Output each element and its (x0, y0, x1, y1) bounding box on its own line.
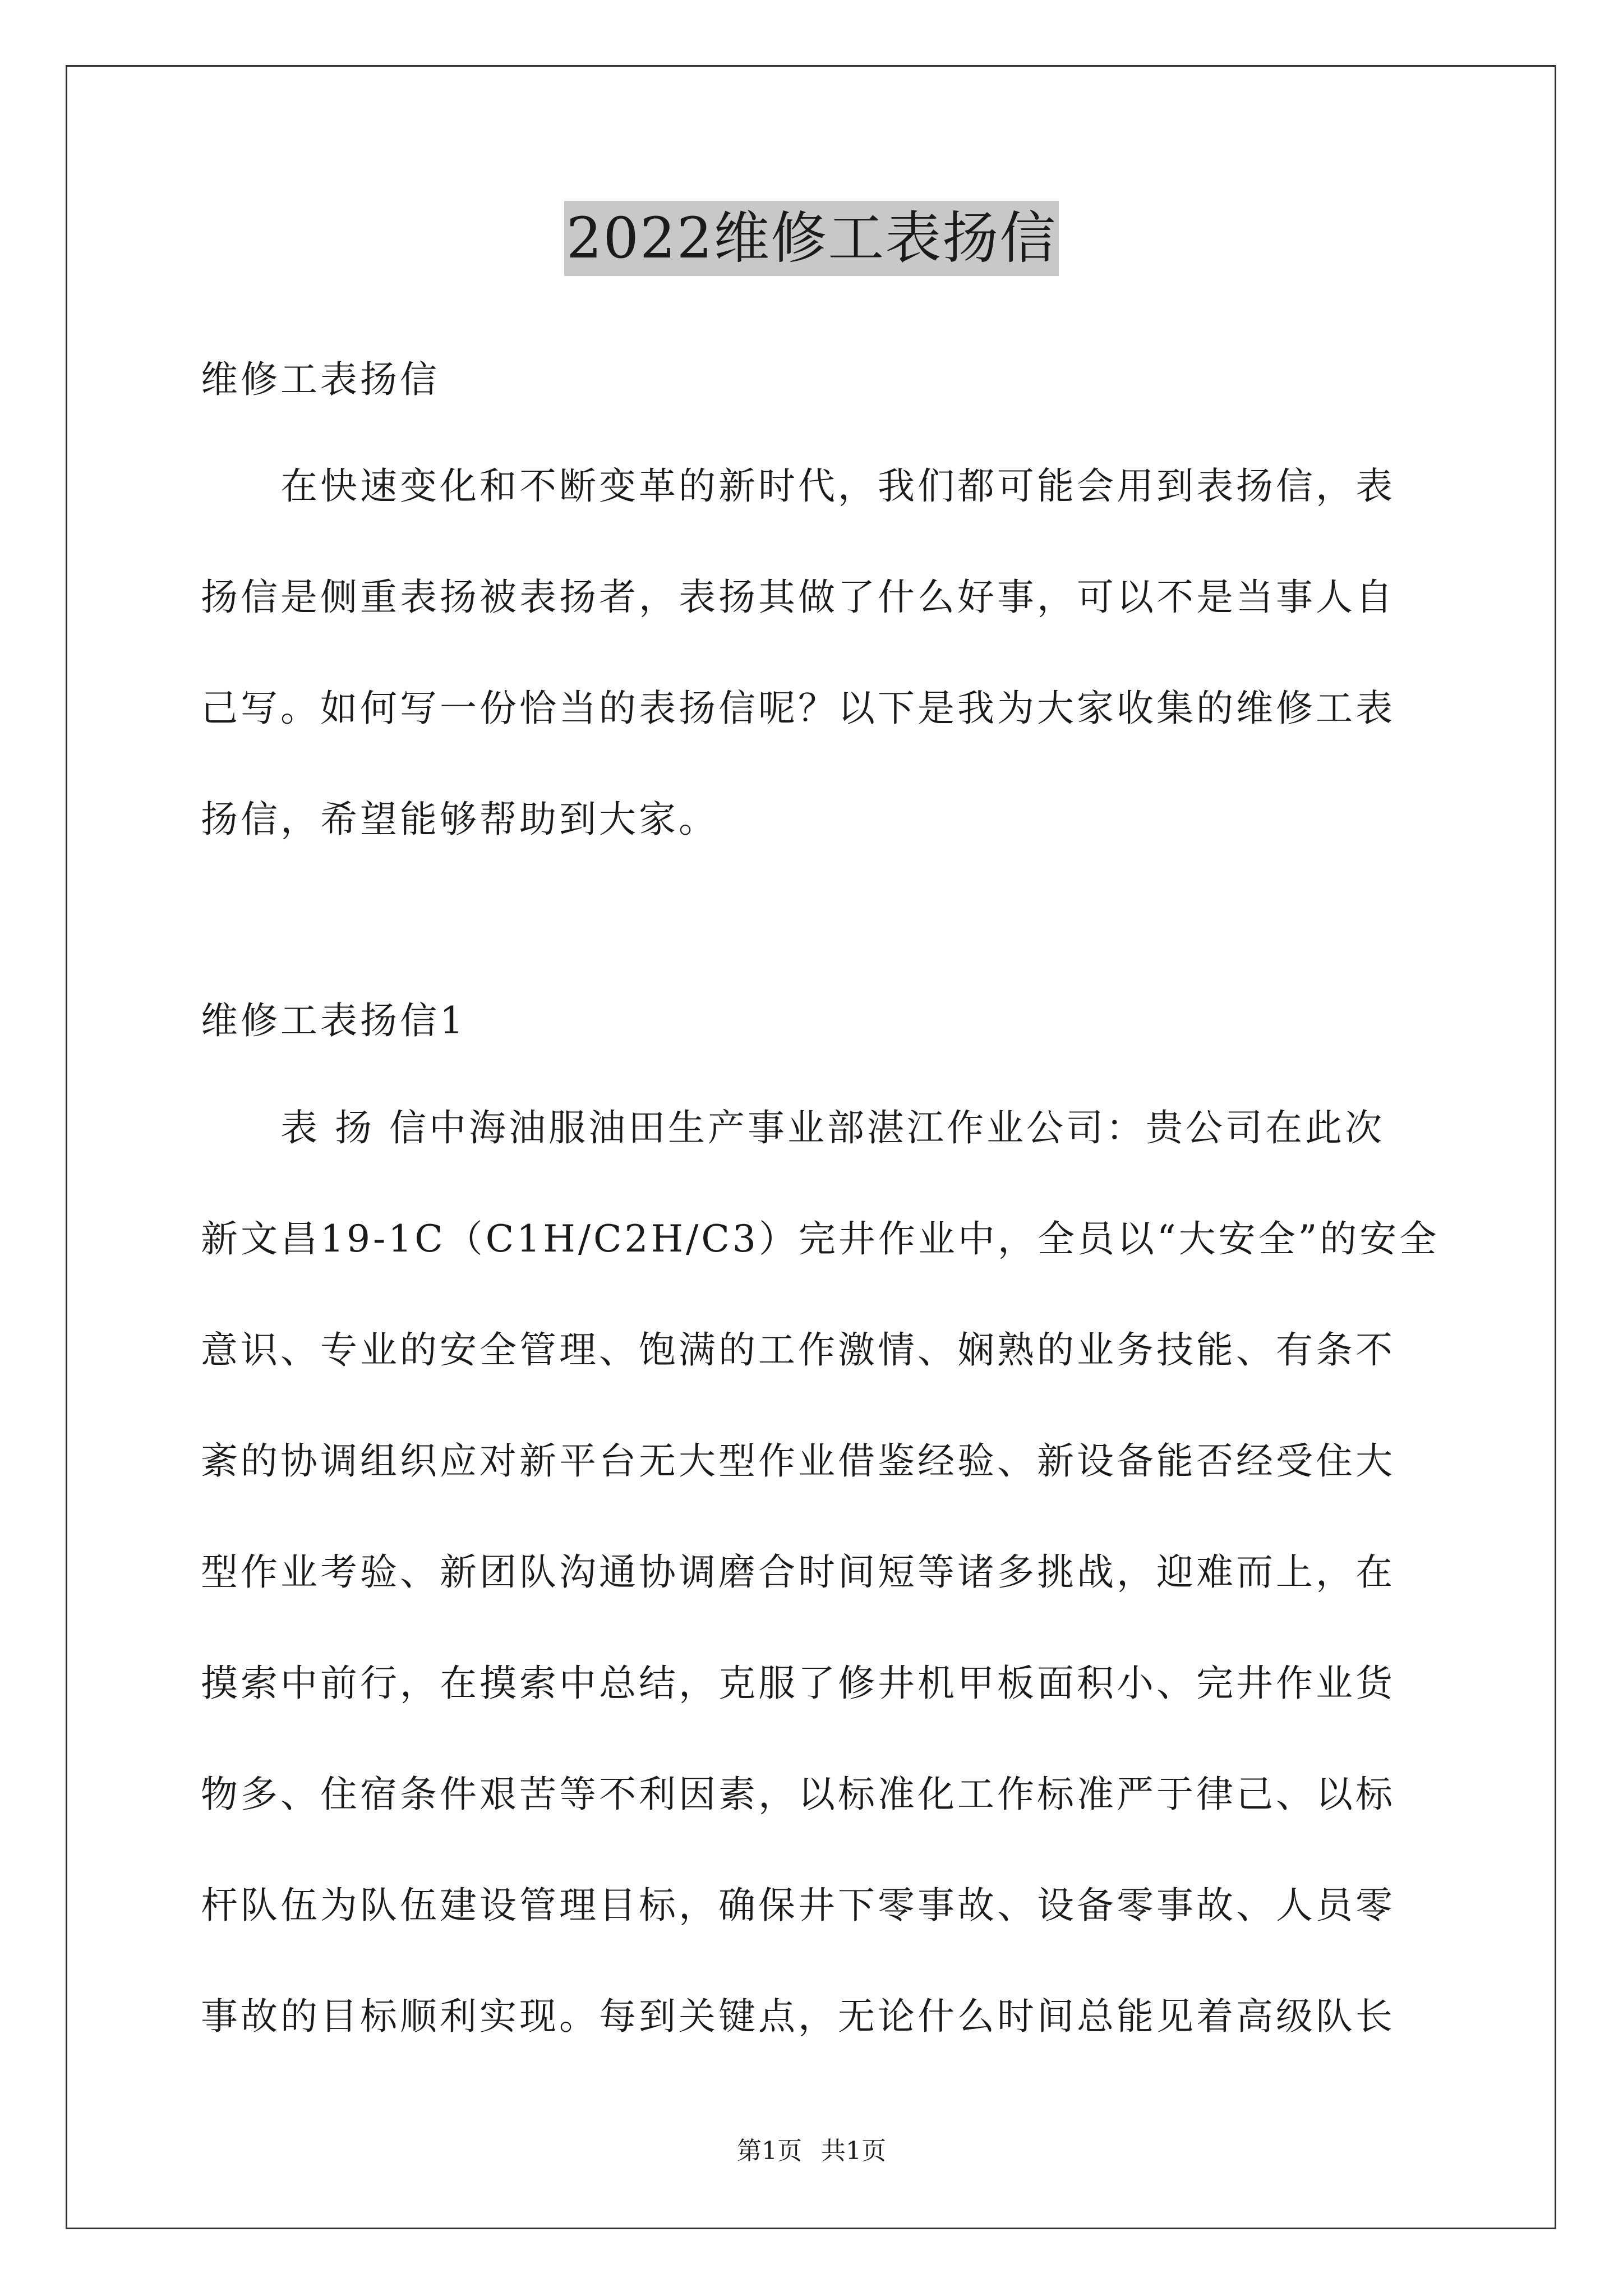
section-heading: 维修工表扬信1 (201, 999, 466, 1042)
page-footer (0, 2134, 1623, 2168)
intro-line: 扬信是侧重表扬被表扬者，表扬其做了什么好事，可以不是当事人自 (201, 576, 1395, 619)
body-line: 紊的协调组织应对新平台无大型作业借鉴经验、新设备能否经受住大 (201, 1439, 1395, 1483)
body-paragraph (201, 1073, 1440, 2072)
intro-line: 己写。如何写一份恰当的表扬信呢？以下是我为大家收集的维修工表 (201, 687, 1395, 730)
intro-paragraph (201, 431, 1435, 875)
document-title: 2022维修工表扬信 (564, 201, 1059, 276)
title-container (0, 201, 1623, 276)
body-line: 摸索中前行，在摸索中总结，克服了修井机甲板面积小、完井作业货 (201, 1662, 1395, 1705)
body-line: 物多、住宿条件艰苦等不利因素，以标准化工作标准严于律己、以标 (201, 1773, 1395, 1816)
body-line: 意识、专业的安全管理、饱满的工作激情、娴熟的业务技能、有条不 (201, 1328, 1395, 1372)
body-line: 表 扬 信中海油服油田生产事业部湛江作业公司：贵公司在此次 (201, 1106, 1385, 1149)
body-line: 新文昌19-1C（C1H/C2H/C3）完井作业中，全员以“大安全”的安全 (201, 1217, 1440, 1260)
body-line: 杆队伍为队伍建设管理目标，确保井下零事故、设备零事故、人员零 (201, 1884, 1395, 1927)
intro-line: 扬信，希望能够帮助到大家。 (201, 798, 718, 841)
page-total: 共1页 (821, 2137, 886, 2165)
body-line: 事故的目标顺利实现。每到关键点，无论什么时间总能见着高级队长 (201, 1995, 1395, 2038)
page-number: 第1页 (737, 2137, 802, 2165)
body-line: 型作业考验、新团队沟通协调磨合时间短等诸多挑战，迎难而上，在 (201, 1550, 1395, 1594)
subtitle: 维修工表扬信 (201, 358, 440, 401)
intro-line: 在快速变化和不断变革的新时代，我们都可能会用到表扬信，表 (201, 464, 1395, 508)
